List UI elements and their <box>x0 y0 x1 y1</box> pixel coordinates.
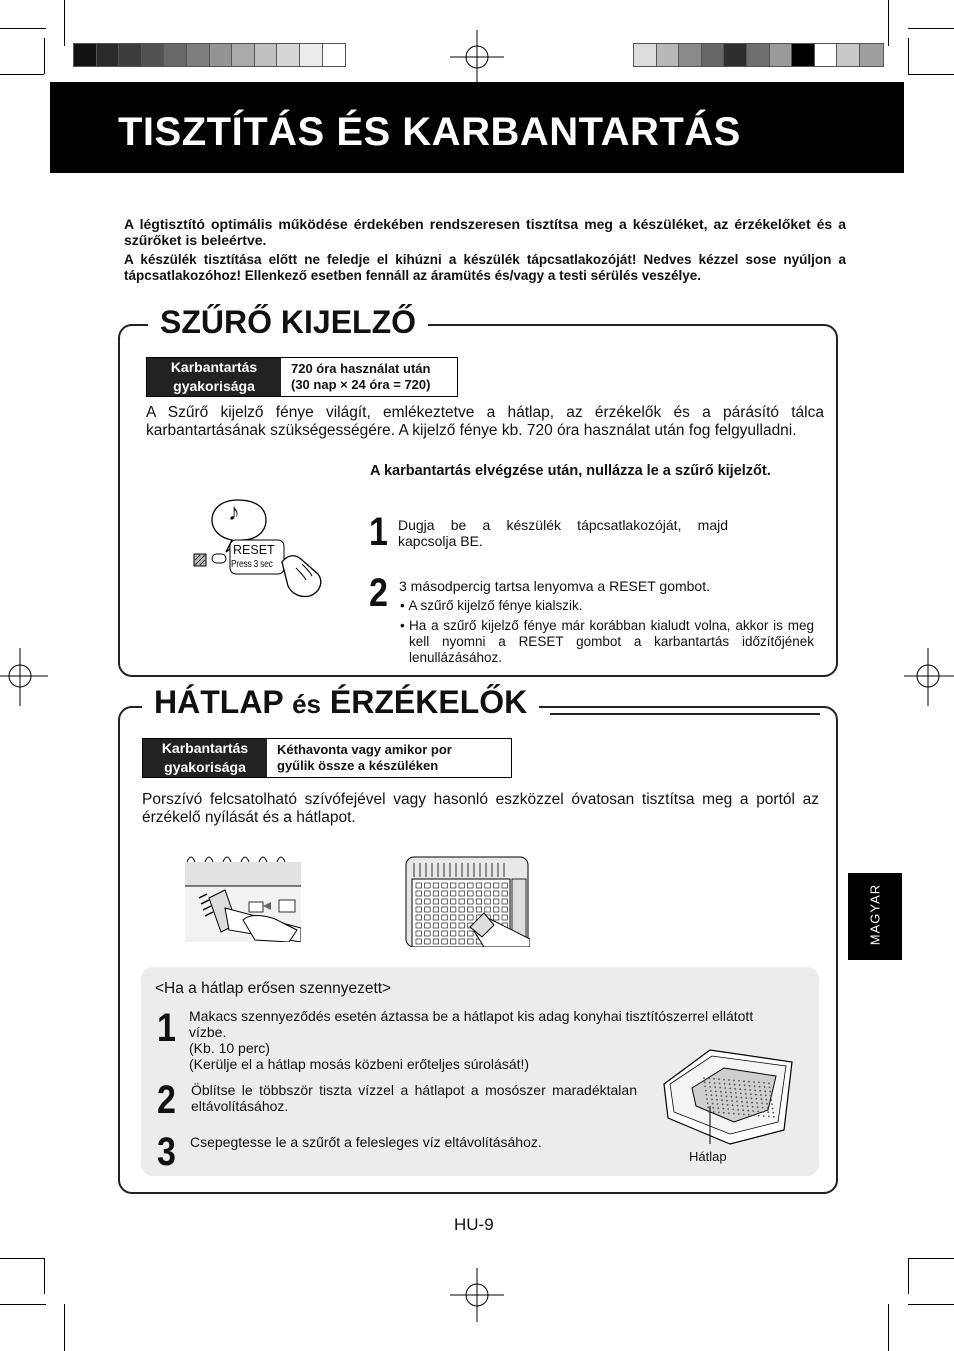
reset-button-label: RESET <box>233 543 275 557</box>
color-swatch <box>323 44 346 66</box>
crop-mark <box>908 1304 954 1305</box>
texture-dot <box>723 1112 725 1114</box>
crop-mark <box>908 38 909 74</box>
texture-dot <box>757 1106 759 1108</box>
language-tab-label: MAGYAR <box>867 883 883 946</box>
texture-dot <box>769 1091 771 1093</box>
page-title: TISZTÍTÁS ÉS KARBANTARTÁS <box>118 110 741 154</box>
texture-dot <box>722 1108 724 1110</box>
texture-dot <box>737 1109 739 1111</box>
color-swatch <box>815 44 838 66</box>
crop-mark <box>64 1304 65 1351</box>
texture-dot <box>733 1113 735 1115</box>
texture-dot <box>713 1078 715 1080</box>
texture-dot <box>717 1107 719 1109</box>
texture-dot <box>739 1088 741 1090</box>
crop-mark <box>44 38 45 74</box>
step-number: 1 <box>369 510 388 554</box>
texture-dot <box>737 1105 739 1107</box>
texture-dot <box>732 1109 734 1111</box>
filter-section-title: SZŰRŐ KIJELZŐ <box>148 304 428 341</box>
color-swatch <box>770 44 793 66</box>
texture-dot <box>772 1112 774 1114</box>
crop-mark <box>908 28 954 29</box>
texture-dot <box>711 1094 713 1096</box>
intro-text: A légtisztító optimális működése érdekében rendszeresen tisztítsa meg a készüléket, az érzékelőket és a szűrőket is beleértve. <box>124 216 846 248</box>
texture-dot <box>733 1080 735 1082</box>
texture-dot <box>706 1098 708 1100</box>
registration-mark <box>904 648 954 706</box>
texture-dot <box>756 1098 758 1100</box>
color-swatch <box>119 44 142 66</box>
texture-dot <box>743 1114 745 1116</box>
frequency-label-line: Karbantartás <box>161 740 249 756</box>
step-line: Makacs szennyeződés esetén áztassa be a hátlapot kis adag konyhai tisztítószerrel ellátott vízbe. <box>189 1008 754 1040</box>
frequency-label-line: gyakorisága <box>173 378 255 394</box>
texture-dot <box>731 1096 733 1098</box>
texture-dot <box>714 1082 716 1084</box>
texture-dot <box>708 1111 710 1113</box>
texture-dot <box>704 1081 706 1083</box>
color-swatch <box>74 44 97 66</box>
frequency-label <box>147 358 281 396</box>
texture-dot <box>703 1077 705 1079</box>
texture-dot <box>769 1087 771 1089</box>
step-bullet: • A szűrő kijelző fénye kialszik. <box>400 598 583 613</box>
texture-dot <box>752 1106 754 1108</box>
color-swatch <box>277 44 300 66</box>
texture-dot <box>735 1092 737 1094</box>
section-rule <box>130 324 150 326</box>
texture-dot <box>773 1116 775 1118</box>
texture-dot <box>718 1078 720 1080</box>
frequency-label-line: gyakorisága <box>164 759 246 775</box>
texture-dot <box>753 1081 755 1083</box>
title-part: HÁTLAP <box>154 684 284 720</box>
texture-dot <box>746 1101 748 1103</box>
texture-dot <box>744 1085 746 1087</box>
texture-dot <box>734 1088 736 1090</box>
texture-dot <box>742 1105 744 1107</box>
texture-dot <box>740 1093 742 1095</box>
texture-dot <box>758 1082 760 1084</box>
texture-dot <box>764 1090 766 1092</box>
texture-dot <box>716 1099 718 1101</box>
title-part: ÉRZÉKELŐK <box>329 684 528 720</box>
texture-dot <box>762 1111 764 1113</box>
texture-dot <box>727 1108 729 1110</box>
step-text: 3 másodpercig tartsa lenyomva a RESET gombot. <box>399 578 711 594</box>
color-swatch <box>187 44 210 66</box>
texture-dot <box>754 1085 756 1087</box>
texture-dot <box>712 1103 714 1105</box>
texture-dot <box>767 1107 769 1109</box>
texture-dot <box>719 1083 721 1085</box>
texture-dot <box>741 1097 743 1099</box>
texture-dot <box>762 1107 764 1109</box>
texture-dot <box>731 1100 733 1102</box>
color-swatch <box>860 44 883 66</box>
bullet-text: A szűrő kijelző fénye kialszik. <box>408 598 583 613</box>
texture-dot <box>759 1086 761 1088</box>
texture-dot <box>727 1104 729 1106</box>
color-swatch <box>210 44 233 66</box>
texture-dot <box>715 1091 717 1093</box>
registration-mark <box>450 30 504 84</box>
crop-mark <box>0 1258 44 1259</box>
color-swatch <box>164 44 187 66</box>
texture-dot <box>771 1103 773 1105</box>
texture-dot <box>739 1084 741 1086</box>
texture-dot <box>709 1086 711 1088</box>
texture-dot <box>721 1099 723 1101</box>
step-number: 3 <box>157 1130 176 1174</box>
page-number: HU-9 <box>454 1215 494 1234</box>
crop-mark <box>888 1304 889 1351</box>
texture-dot <box>748 1114 750 1116</box>
texture-dot <box>764 1086 766 1088</box>
texture-dot <box>714 1086 716 1088</box>
texture-dot <box>736 1096 738 1098</box>
texture-dot <box>758 1115 760 1117</box>
texture-dot <box>750 1093 752 1095</box>
texture-dot <box>763 1082 765 1084</box>
crop-mark <box>44 1258 45 1294</box>
back-description: Porszívó felcsatolható szívófejével vagy hasonló eszközzel óvatosan tisztítsa meg a portól az érzékelő nyílását és a hátlapot. <box>142 791 819 826</box>
texture-dot <box>736 1101 738 1103</box>
texture-dot <box>747 1106 749 1108</box>
texture-dot <box>759 1090 761 1092</box>
reset-button-sublabel: Press 3 sec <box>231 559 273 570</box>
frequency-value <box>267 739 511 777</box>
color-swatch <box>679 44 702 66</box>
texture-dot <box>749 1089 751 1091</box>
frequency-value <box>281 358 457 396</box>
step-text: Csepegtesse le a szűrőt a felesleges víz eltávolításához. <box>190 1134 542 1150</box>
crop-mark <box>0 74 44 75</box>
registration-mark <box>0 648 48 706</box>
color-swatch <box>657 44 680 66</box>
texture-dot <box>768 1116 770 1118</box>
back-frequency-box <box>142 738 512 778</box>
texture-dot <box>752 1110 754 1112</box>
step-line: (Kerülje el a hátlap mosás közbeni erőteljes súrolását!) <box>189 1056 530 1072</box>
crop-mark <box>888 0 889 46</box>
texture-dot <box>772 1108 774 1110</box>
texture-dot <box>766 1103 768 1105</box>
step-number: 2 <box>157 1078 176 1122</box>
color-swatch <box>255 44 278 66</box>
frequency-value-line: Kéthavonta vagy amikor por <box>277 742 452 757</box>
step-number: 1 <box>157 1006 176 1050</box>
back-panel-cleaning-illustration <box>404 855 530 947</box>
registration-mark <box>450 1268 504 1322</box>
texture-dot <box>751 1098 753 1100</box>
texture-dot <box>724 1087 726 1089</box>
texture-dot <box>734 1084 736 1086</box>
texture-dot <box>726 1096 728 1098</box>
texture-dot <box>723 1079 725 1081</box>
texture-dot <box>738 1080 740 1082</box>
texture-dot <box>760 1094 762 1096</box>
texture-dot <box>754 1090 756 1092</box>
filter-frequency-box <box>146 357 458 397</box>
texture-dot <box>724 1083 726 1085</box>
texture-dot <box>768 1082 770 1084</box>
texture-dot <box>709 1082 711 1084</box>
texture-dot <box>741 1101 743 1103</box>
soaking-tray-illustration <box>660 1044 796 1148</box>
texture-dot <box>712 1107 714 1109</box>
texture-dot <box>749 1085 751 1087</box>
crop-mark <box>908 1258 954 1259</box>
step-text: Dugja be a készülék tápcsatlakozóját, majd kapcsolja BE. <box>398 517 728 549</box>
color-swatch <box>702 44 725 66</box>
crop-mark <box>0 28 46 29</box>
texture-dot <box>728 1079 730 1081</box>
texture-dot <box>729 1083 731 1085</box>
heavy-dirt-title: <Ha a hátlap erősen szennyezett> <box>155 980 392 997</box>
color-swatch <box>747 44 770 66</box>
texture-dot <box>746 1097 748 1099</box>
texture-dot <box>756 1102 758 1104</box>
texture-dot <box>706 1094 708 1096</box>
bullet-dot: • <box>400 618 405 633</box>
frequency-value-line: gyűlik össze a készüléken <box>277 758 439 773</box>
step-line: (Kb. 10 perc) <box>189 1040 270 1056</box>
texture-dot <box>729 1088 731 1090</box>
texture-dot <box>753 1114 755 1116</box>
frequency-label-line: Karbantartás <box>170 359 258 375</box>
texture-dot <box>763 1115 765 1117</box>
title-rule <box>550 713 820 715</box>
texture-dot <box>766 1099 768 1101</box>
color-swatch <box>300 44 323 66</box>
color-swatch <box>792 44 815 66</box>
texture-dot <box>744 1089 746 1091</box>
texture-dot <box>713 1111 715 1113</box>
music-note-icon: ♪ <box>228 499 240 526</box>
step-number: 2 <box>369 571 388 615</box>
bullet-text: Ha a szűrő kijelző fénye már korábban kialudt volna, akkor is meg kell nyomni a RESET gombot a karbantartás időzítőjének lenullázásához. <box>409 618 814 665</box>
crop-mark <box>64 0 65 46</box>
step-bullet <box>400 618 814 666</box>
texture-dot <box>771 1099 773 1101</box>
texture-dot <box>738 1113 740 1115</box>
texture-dot <box>742 1109 744 1111</box>
crop-mark <box>908 1258 909 1294</box>
frequency-value-line: 720 óra használat után <box>291 361 431 376</box>
color-swatch <box>97 44 120 66</box>
color-swatch <box>142 44 165 66</box>
crop-mark <box>0 1304 46 1305</box>
texture-dot <box>721 1095 723 1097</box>
color-swatch <box>634 44 657 66</box>
texture-dot <box>707 1107 709 1109</box>
texture-dot <box>710 1090 712 1092</box>
color-swatch <box>232 44 255 66</box>
filter-description: A Szűrő kijelző fénye világít, emlékeztetve a hátlap, az érzékelők és a párásító tálca karbantartásának szükségességére. A kijelző fénye kb. 720 óra használat után fog felgyulladni. <box>146 404 824 439</box>
color-swatch <box>837 44 860 66</box>
texture-dot <box>717 1103 719 1105</box>
step-text: Öblítse le többször tiszta vízzel a hátlapot a mosószer maradéktalan eltávolításához. <box>191 1082 637 1114</box>
texture-dot <box>732 1104 734 1106</box>
texture-dot <box>719 1087 721 1089</box>
frequency-value-line: (30 nap × 24 óra = 720) <box>291 377 431 392</box>
texture-dot <box>726 1100 728 1102</box>
texture-dot <box>747 1110 749 1112</box>
back-section-title <box>142 684 539 721</box>
texture-dot <box>761 1098 763 1100</box>
texture-dot <box>730 1092 732 1094</box>
title-part: és <box>292 689 321 719</box>
texture-dot <box>728 1112 730 1114</box>
texture-dot <box>751 1102 753 1104</box>
texture-dot <box>720 1091 722 1093</box>
frequency-label <box>143 739 267 777</box>
texture-dot <box>716 1095 718 1097</box>
texture-dot <box>748 1081 750 1083</box>
texture-dot <box>725 1091 727 1093</box>
reset-heading: A karbantartás elvégzése után, nullázza le a szűrő kijelzőt. <box>370 463 771 479</box>
texture-dot <box>705 1090 707 1092</box>
texture-dot <box>704 1086 706 1088</box>
texture-dot <box>761 1103 763 1105</box>
color-swatch <box>724 44 747 66</box>
safety-warning: A készülék tisztítása előtt ne feledje el kihúzni a készülék tápcsatlakozóját! Nedves kézzel sose nyúljon a tápcsatlakozóhoz! Ellenkező esetben fennáll az áramütés és/vagy a testi sérülés veszélye. <box>124 252 846 283</box>
texture-dot <box>755 1094 757 1096</box>
texture-dot <box>711 1099 713 1101</box>
texture-dot <box>708 1078 710 1080</box>
texture-dot <box>770 1095 772 1097</box>
texture-dot <box>722 1104 724 1106</box>
crop-mark <box>908 74 954 75</box>
sensor-cleaning-illustration <box>185 850 301 942</box>
texture-dot <box>767 1111 769 1113</box>
texture-dot <box>765 1095 767 1097</box>
texture-dot <box>718 1112 720 1114</box>
texture-dot <box>757 1111 759 1113</box>
texture-dot <box>743 1080 745 1082</box>
texture-dot <box>707 1102 709 1104</box>
texture-dot <box>745 1093 747 1095</box>
tray-label: Hátlap <box>689 1149 727 1164</box>
